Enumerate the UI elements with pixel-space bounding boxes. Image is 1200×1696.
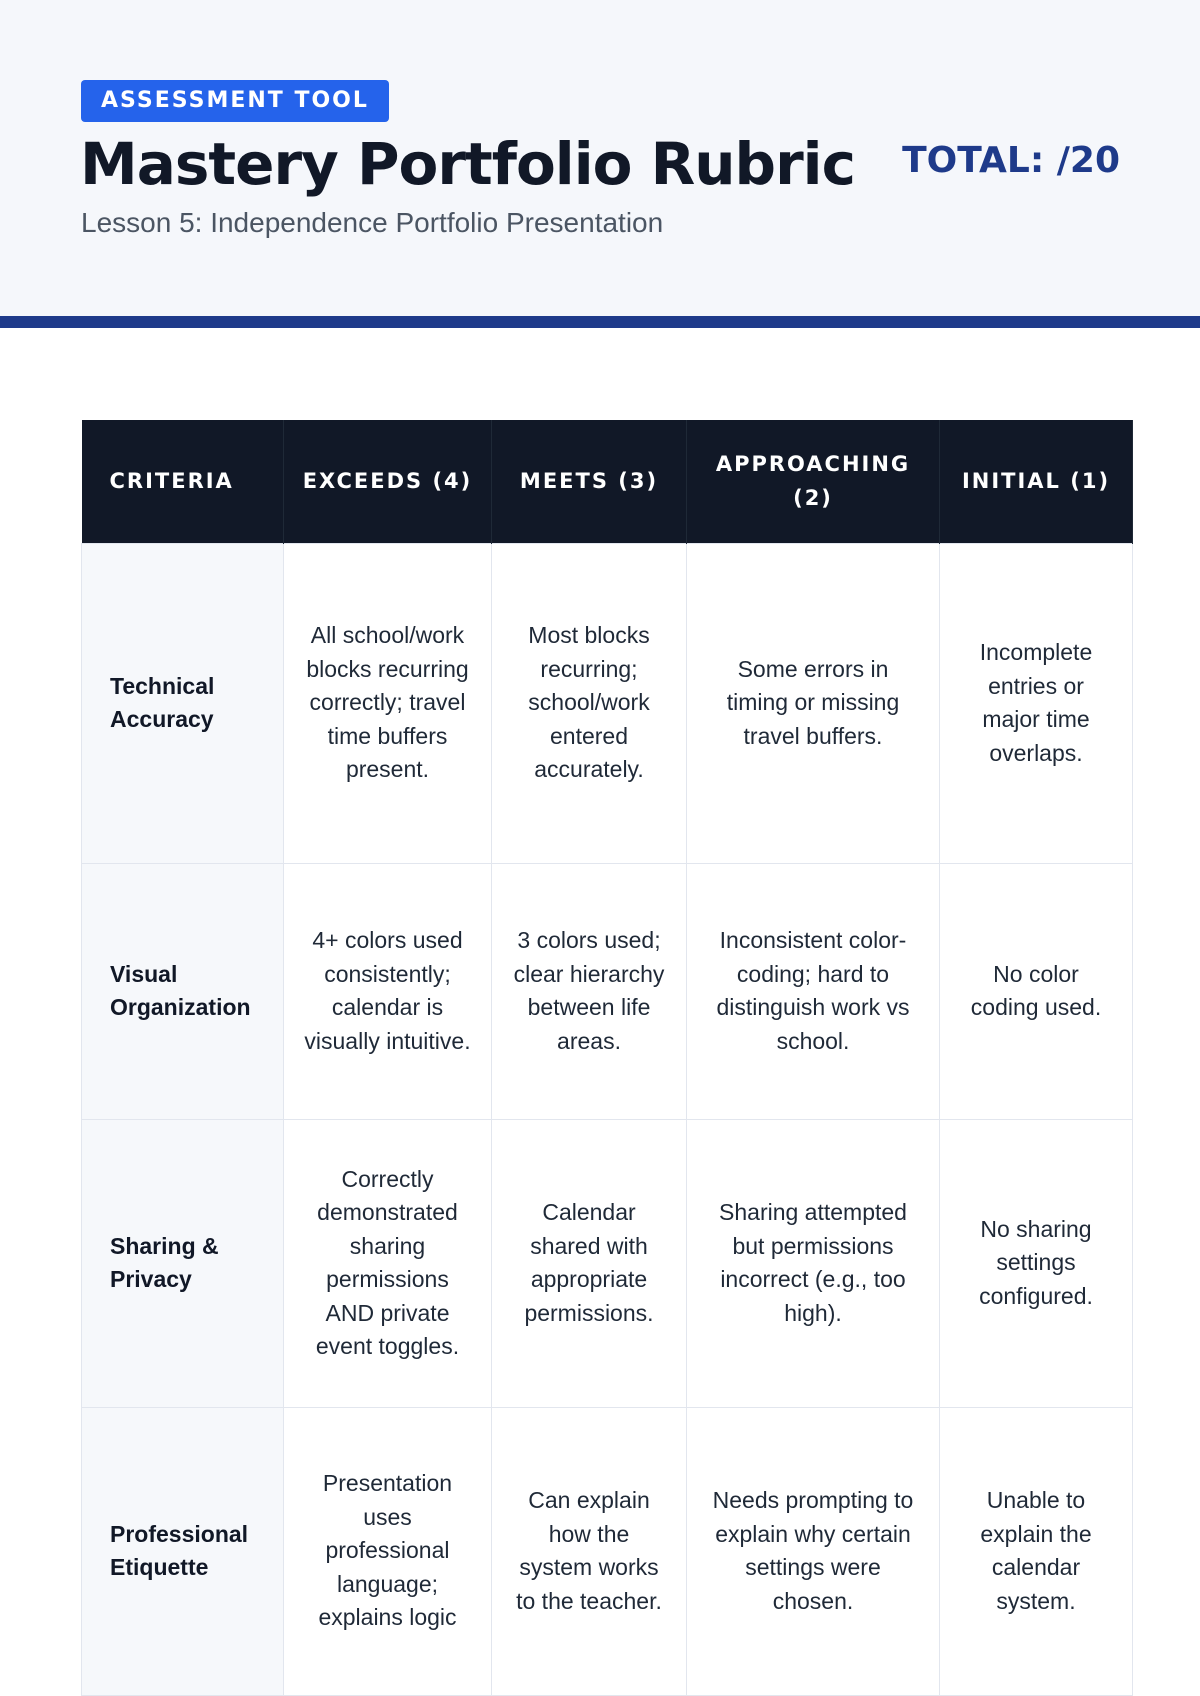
- page-title: Mastery Portfolio Rubric: [80, 130, 855, 198]
- criteria-cell: Sharing & Privacy: [82, 1119, 284, 1407]
- exceeds-cell: All school/work blocks recurring correctly; travel time buffers present.: [284, 543, 492, 863]
- rubric-table: [81, 420, 1133, 1696]
- meets-cell: Can explain how the system works to the teacher.: [492, 1407, 687, 1695]
- approaching-cell: Sharing attempted but permissions incorrect (e.g., too high).: [687, 1119, 940, 1407]
- approaching-cell: Some errors in timing or missing travel buffers.: [687, 543, 940, 863]
- meets-cell: 3 colors used; clear hierarchy between life areas.: [492, 863, 687, 1119]
- criteria-cell: Professional Etiquette: [82, 1407, 284, 1695]
- meets-cell: Most blocks recurring; school/work entered accurately.: [492, 543, 687, 863]
- table-row: [82, 863, 1133, 1119]
- exceeds-cell: Correctly demonstrated sharing permissions AND private event toggles.: [284, 1119, 492, 1407]
- initial-cell: No sharing settings configured.: [940, 1119, 1133, 1407]
- column-header-criteria: CRITERIA: [82, 420, 284, 543]
- column-header-exceeds: EXCEEDS (4): [284, 420, 492, 543]
- exceeds-cell: 4+ colors used consistently; calendar is visually intuitive.: [284, 863, 492, 1119]
- initial-cell: No color coding used.: [940, 863, 1133, 1119]
- assessment-tag: ASSESSMENT TOOL: [81, 80, 389, 122]
- column-header-approaching: APPROACHING (2): [687, 420, 940, 543]
- table-row: [82, 543, 1133, 863]
- initial-cell: Unable to explain the calendar system.: [940, 1407, 1133, 1695]
- page-header: [0, 0, 1200, 328]
- criteria-cell: Visual Organization: [82, 863, 284, 1119]
- table-header-row: [82, 420, 1133, 543]
- exceeds-cell: Presentation uses professional language; explains logic: [284, 1407, 492, 1695]
- table-row: [82, 1407, 1133, 1695]
- approaching-cell: Inconsistent color-coding; hard to distinguish work vs school.: [687, 863, 940, 1119]
- column-header-initial: INITIAL (1): [940, 420, 1133, 543]
- meets-cell: Calendar shared with appropriate permissions.: [492, 1119, 687, 1407]
- initial-cell: Incomplete entries or major time overlaps.: [940, 543, 1133, 863]
- total-score: TOTAL: /20: [902, 140, 1120, 181]
- criteria-cell: Technical Accuracy: [82, 543, 284, 863]
- column-header-meets: MEETS (3): [492, 420, 687, 543]
- table-row: [82, 1119, 1133, 1407]
- page-subtitle: Lesson 5: Independence Portfolio Presentation: [81, 207, 664, 238]
- approaching-cell: Needs prompting to explain why certain settings were chosen.: [687, 1407, 940, 1695]
